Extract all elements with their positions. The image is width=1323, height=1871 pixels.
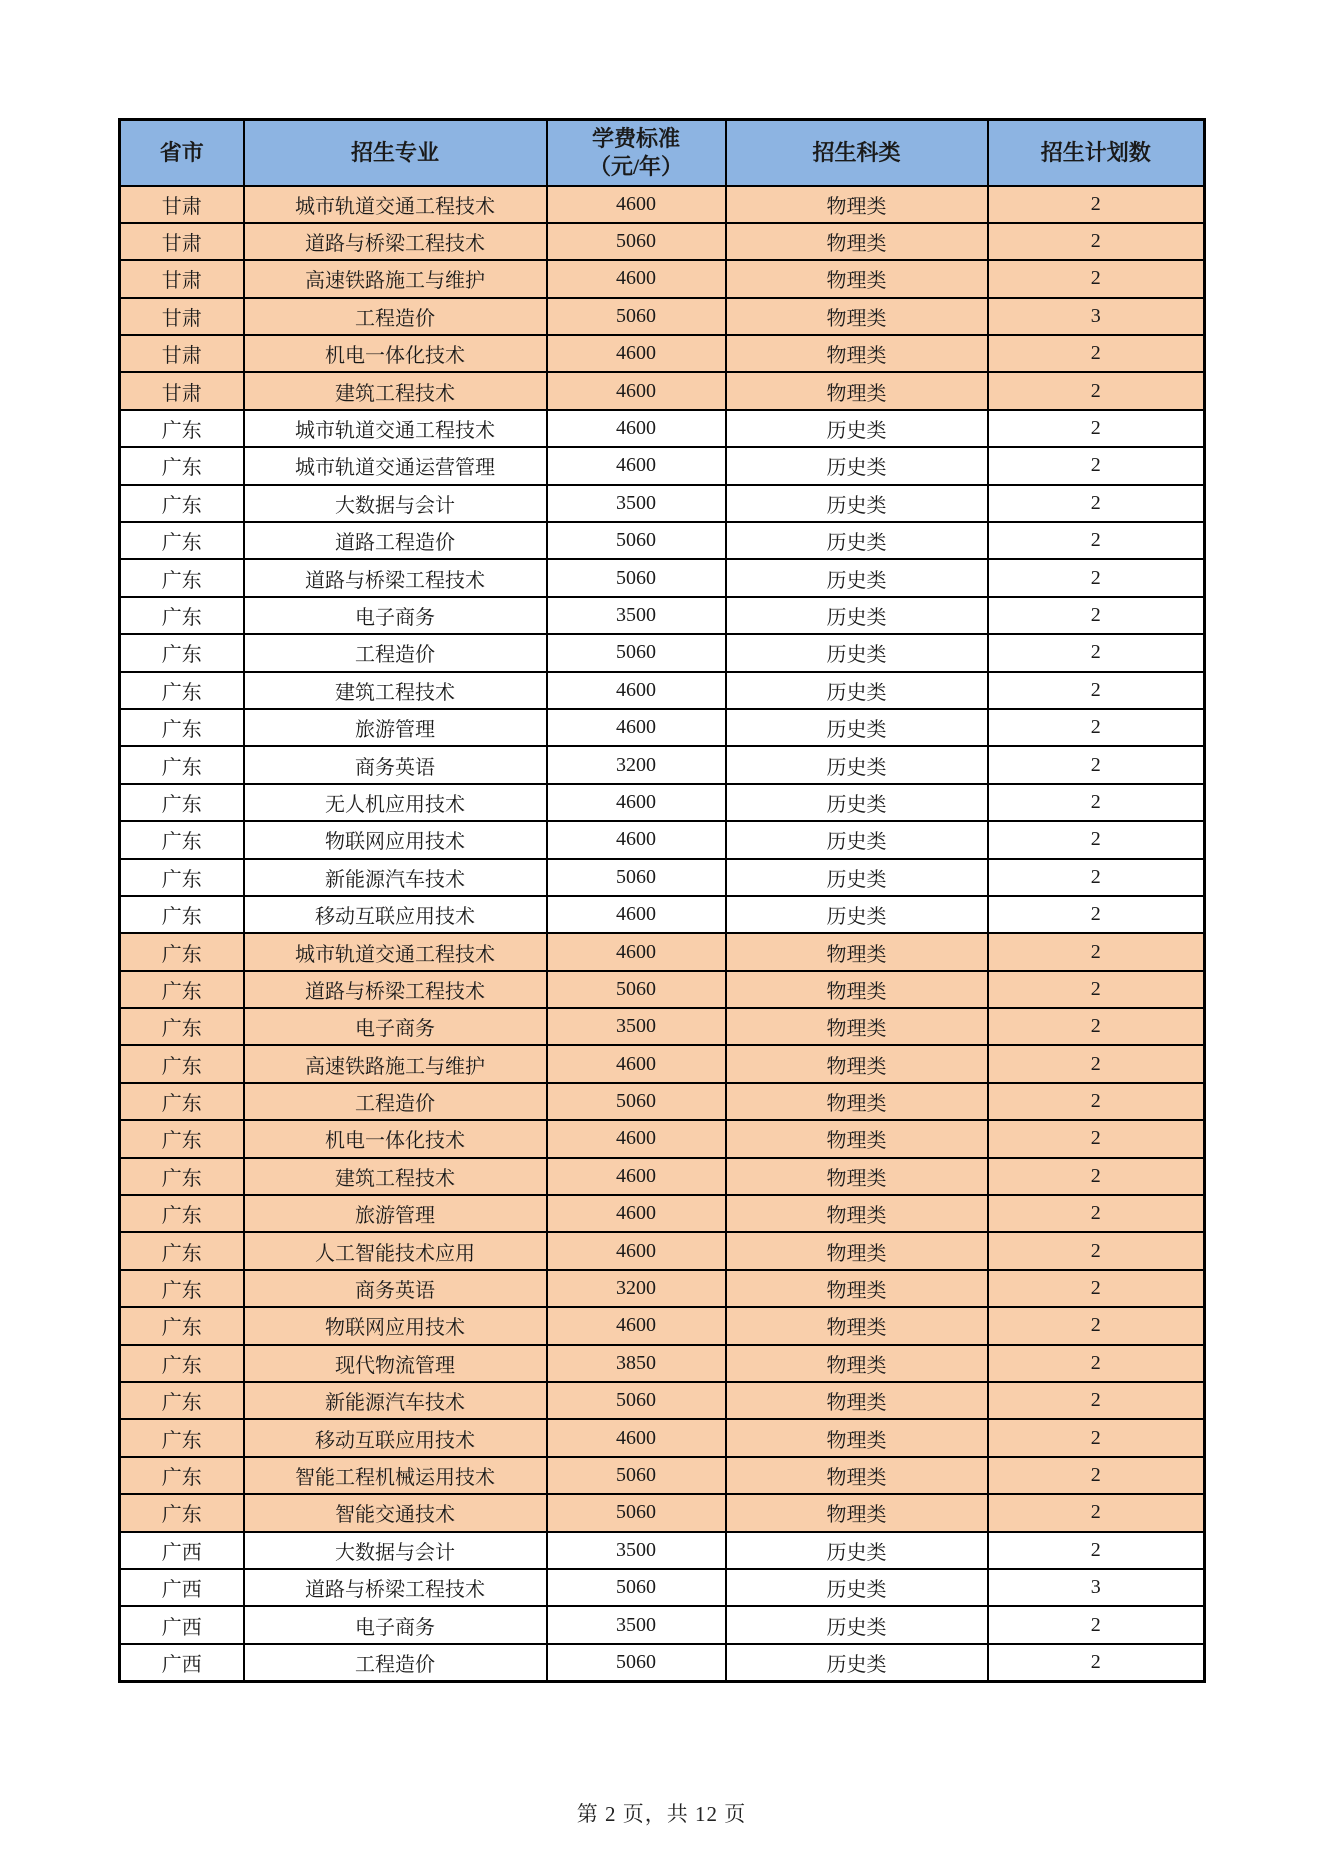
cell-tuition: 5060 [547,859,726,896]
cell-tuition: 3500 [547,485,726,522]
cell-major: 电子商务 [244,1606,547,1643]
cell-tuition: 4600 [547,1120,726,1157]
cell-province: 广东 [120,1120,244,1157]
table-row [120,971,1205,1008]
cell-tuition: 3500 [547,1606,726,1643]
cell-province: 广东 [120,1419,244,1456]
col-header-tuition [547,120,726,186]
cell-province: 广东 [120,1494,244,1531]
cell-province: 广东 [120,1008,244,1045]
col-header-province: 省市 [120,120,244,186]
cell-major: 大数据与会计 [244,1532,547,1569]
cell-tuition: 3500 [547,597,726,634]
cell-province: 广东 [120,821,244,858]
cell-plan: 2 [988,260,1205,297]
table-header-row [120,120,1205,186]
table-row [120,522,1205,559]
table-row [120,260,1205,297]
cell-province: 广东 [120,1045,244,1082]
cell-plan: 2 [988,1457,1205,1494]
cell-province: 甘肃 [120,186,244,223]
cell-category: 历史类 [726,1569,988,1606]
cell-plan: 2 [988,1307,1205,1344]
cell-province: 广东 [120,746,244,783]
cell-province: 广东 [120,971,244,1008]
cell-tuition: 3200 [547,1270,726,1307]
cell-plan: 2 [988,821,1205,858]
cell-tuition: 5060 [547,1083,726,1120]
cell-province: 广东 [120,1195,244,1232]
cell-category: 物理类 [726,1270,988,1307]
cell-tuition: 4600 [547,709,726,746]
cell-major: 城市轨道交通工程技术 [244,186,547,223]
table-row [120,559,1205,596]
cell-major: 道路与桥梁工程技术 [244,559,547,596]
cell-category: 物理类 [726,1494,988,1531]
table-row [120,1232,1205,1269]
cell-major: 城市轨道交通工程技术 [244,410,547,447]
cell-category: 物理类 [726,260,988,297]
table-row [120,1569,1205,1606]
cell-plan: 2 [988,1532,1205,1569]
cell-tuition: 4600 [547,372,726,409]
cell-major: 新能源汽车技术 [244,859,547,896]
cell-tuition: 4600 [547,447,726,484]
col-header-tuition-line2: （元/年） [588,153,684,179]
table-row [120,1345,1205,1382]
cell-plan: 2 [988,1008,1205,1045]
cell-tuition: 5060 [547,1494,726,1531]
cell-plan: 3 [988,298,1205,335]
cell-province: 广西 [120,1644,244,1681]
cell-province: 广东 [120,1382,244,1419]
cell-tuition: 4600 [547,1232,726,1269]
cell-plan: 2 [988,1232,1205,1269]
cell-major: 新能源汽车技术 [244,1382,547,1419]
cell-tuition: 3850 [547,1345,726,1382]
cell-category: 历史类 [726,784,988,821]
cell-tuition: 4600 [547,933,726,970]
cell-category: 历史类 [726,1606,988,1643]
cell-plan: 2 [988,859,1205,896]
table-row [120,1083,1205,1120]
cell-category: 物理类 [726,1120,988,1157]
table-row [120,1382,1205,1419]
cell-tuition: 3200 [547,746,726,783]
cell-tuition: 4600 [547,335,726,372]
table-row [120,298,1205,335]
cell-tuition: 3500 [547,1008,726,1045]
cell-province: 广东 [120,634,244,671]
cell-category: 历史类 [726,559,988,596]
cell-major: 道路与桥梁工程技术 [244,971,547,1008]
cell-province: 甘肃 [120,372,244,409]
cell-major: 建筑工程技术 [244,372,547,409]
cell-province: 广东 [120,784,244,821]
cell-province: 广东 [120,559,244,596]
cell-major: 城市轨道交通工程技术 [244,933,547,970]
cell-plan: 2 [988,1045,1205,1082]
cell-tuition: 4600 [547,672,726,709]
cell-category: 历史类 [726,746,988,783]
cell-category: 历史类 [726,896,988,933]
cell-category: 历史类 [726,485,988,522]
cell-category: 物理类 [726,1008,988,1045]
table-row [120,933,1205,970]
cell-category: 物理类 [726,1195,988,1232]
cell-province: 广东 [120,1457,244,1494]
cell-major: 城市轨道交通运营管理 [244,447,547,484]
cell-tuition: 4600 [547,821,726,858]
cell-province: 广东 [120,1345,244,1382]
table-row [120,821,1205,858]
table-row [120,485,1205,522]
cell-plan: 2 [988,896,1205,933]
cell-major: 商务英语 [244,1270,547,1307]
cell-category: 物理类 [726,933,988,970]
cell-province: 广东 [120,933,244,970]
table-row [120,1307,1205,1344]
col-header-major: 招生专业 [244,120,547,186]
cell-major: 道路工程造价 [244,522,547,559]
cell-tuition: 4600 [547,1158,726,1195]
cell-tuition: 4600 [547,1195,726,1232]
table-row [120,1045,1205,1082]
cell-category: 物理类 [726,372,988,409]
table-header [120,120,1205,186]
cell-province: 广东 [120,672,244,709]
cell-major: 机电一体化技术 [244,335,547,372]
cell-tuition: 4600 [547,186,726,223]
cell-category: 物理类 [726,1345,988,1382]
cell-plan: 2 [988,485,1205,522]
cell-plan: 2 [988,223,1205,260]
cell-plan: 2 [988,410,1205,447]
table-row [120,1606,1205,1643]
cell-province: 广西 [120,1569,244,1606]
cell-province: 广东 [120,709,244,746]
col-header-tuition-line1: 学费标准 [591,126,680,152]
cell-category: 历史类 [726,709,988,746]
cell-category: 历史类 [726,410,988,447]
cell-major: 电子商务 [244,1008,547,1045]
cell-tuition: 4600 [547,410,726,447]
cell-province: 甘肃 [120,298,244,335]
cell-plan: 2 [988,335,1205,372]
cell-category: 物理类 [726,1307,988,1344]
cell-province: 广东 [120,485,244,522]
cell-major: 高速铁路施工与维护 [244,260,547,297]
cell-plan: 2 [988,1644,1205,1681]
cell-tuition: 5060 [547,1382,726,1419]
cell-major: 道路与桥梁工程技术 [244,223,547,260]
enrollment-plan-table [118,118,1206,1683]
cell-plan: 3 [988,1569,1205,1606]
table-row [120,859,1205,896]
cell-province: 广东 [120,1158,244,1195]
cell-plan: 2 [988,1120,1205,1157]
cell-plan: 2 [988,1270,1205,1307]
cell-category: 物理类 [726,335,988,372]
cell-category: 历史类 [726,821,988,858]
table-row [120,634,1205,671]
table-row [120,1195,1205,1232]
cell-plan: 2 [988,559,1205,596]
cell-tuition: 4600 [547,1419,726,1456]
table-row [120,1008,1205,1045]
cell-category: 物理类 [726,1419,988,1456]
cell-tuition: 5060 [547,634,726,671]
cell-province: 广东 [120,410,244,447]
cell-province: 广东 [120,447,244,484]
page-number-footer: 第 2 页，共 12 页 [576,1802,747,1826]
table-row [120,335,1205,372]
table-row [120,223,1205,260]
cell-plan: 2 [988,933,1205,970]
cell-tuition: 4600 [547,1307,726,1344]
cell-category: 物理类 [726,1232,988,1269]
table-row [120,672,1205,709]
cell-plan: 2 [988,1419,1205,1456]
cell-major: 道路与桥梁工程技术 [244,1569,547,1606]
cell-tuition: 5060 [547,223,726,260]
table-row [120,1419,1205,1456]
cell-tuition: 5060 [547,559,726,596]
cell-category: 物理类 [726,971,988,1008]
cell-province: 广东 [120,1307,244,1344]
table-row [120,709,1205,746]
cell-category: 物理类 [726,298,988,335]
cell-category: 历史类 [726,634,988,671]
cell-province: 广东 [120,1083,244,1120]
cell-category: 历史类 [726,522,988,559]
cell-plan: 2 [988,709,1205,746]
cell-category: 物理类 [726,1045,988,1082]
cell-major: 智能工程机械运用技术 [244,1457,547,1494]
cell-tuition: 5060 [547,1644,726,1681]
cell-plan: 2 [988,1195,1205,1232]
cell-plan: 2 [988,597,1205,634]
cell-plan: 2 [988,1345,1205,1382]
cell-plan: 2 [988,971,1205,1008]
cell-plan: 2 [988,1494,1205,1531]
cell-tuition: 5060 [547,298,726,335]
cell-plan: 2 [988,1158,1205,1195]
cell-province: 甘肃 [120,260,244,297]
cell-plan: 2 [988,1083,1205,1120]
col-header-plan: 招生计划数 [988,120,1205,186]
cell-province: 广东 [120,1232,244,1269]
cell-major: 旅游管理 [244,709,547,746]
cell-plan: 2 [988,186,1205,223]
cell-major: 商务英语 [244,746,547,783]
cell-major: 工程造价 [244,1644,547,1681]
table-row [120,410,1205,447]
table-row [120,1158,1205,1195]
cell-major: 移动互联应用技术 [244,1419,547,1456]
cell-tuition: 5060 [547,522,726,559]
cell-plan: 2 [988,746,1205,783]
table-row [120,896,1205,933]
cell-plan: 2 [988,522,1205,559]
cell-category: 历史类 [726,859,988,896]
cell-tuition: 4600 [547,1045,726,1082]
cell-category: 历史类 [726,1644,988,1681]
cell-province: 甘肃 [120,223,244,260]
cell-major: 智能交通技术 [244,1494,547,1531]
cell-province: 广西 [120,1606,244,1643]
cell-major: 工程造价 [244,634,547,671]
cell-tuition: 4600 [547,784,726,821]
cell-plan: 2 [988,784,1205,821]
cell-major: 工程造价 [244,298,547,335]
cell-plan: 2 [988,447,1205,484]
table-row [120,447,1205,484]
table-row [120,1120,1205,1157]
cell-category: 物理类 [726,1158,988,1195]
table-row [120,597,1205,634]
cell-category: 历史类 [726,597,988,634]
cell-major: 大数据与会计 [244,485,547,522]
cell-category: 物理类 [726,223,988,260]
cell-major: 人工智能技术应用 [244,1232,547,1269]
cell-province: 广东 [120,896,244,933]
cell-province: 广东 [120,597,244,634]
cell-category: 物理类 [726,1382,988,1419]
cell-tuition: 4600 [547,896,726,933]
cell-category: 物理类 [726,1083,988,1120]
cell-tuition: 5060 [547,1569,726,1606]
cell-major: 无人机应用技术 [244,784,547,821]
cell-plan: 2 [988,372,1205,409]
table-body [120,186,1205,1682]
table-row [120,1457,1205,1494]
cell-plan: 2 [988,1606,1205,1643]
cell-major: 旅游管理 [244,1195,547,1232]
cell-category: 历史类 [726,1532,988,1569]
cell-major: 电子商务 [244,597,547,634]
table-row [120,1270,1205,1307]
cell-tuition: 4600 [547,260,726,297]
cell-plan: 2 [988,672,1205,709]
cell-major: 机电一体化技术 [244,1120,547,1157]
table-row [120,186,1205,223]
col-header-category: 招生科类 [726,120,988,186]
cell-major: 高速铁路施工与维护 [244,1045,547,1082]
cell-major: 建筑工程技术 [244,1158,547,1195]
cell-category: 历史类 [726,672,988,709]
cell-province: 甘肃 [120,335,244,372]
table-row [120,746,1205,783]
table-row [120,1644,1205,1681]
cell-province: 广东 [120,859,244,896]
cell-tuition: 5060 [547,971,726,1008]
cell-province: 广西 [120,1532,244,1569]
cell-province: 广东 [120,522,244,559]
cell-tuition: 3500 [547,1532,726,1569]
cell-category: 物理类 [726,1457,988,1494]
cell-tuition: 5060 [547,1457,726,1494]
cell-major: 移动互联应用技术 [244,896,547,933]
cell-plan: 2 [988,634,1205,671]
cell-major: 工程造价 [244,1083,547,1120]
cell-major: 物联网应用技术 [244,1307,547,1344]
cell-category: 历史类 [726,447,988,484]
cell-major: 建筑工程技术 [244,672,547,709]
cell-province: 广东 [120,1270,244,1307]
cell-major: 物联网应用技术 [244,821,547,858]
table-row [120,1494,1205,1531]
cell-category: 物理类 [726,186,988,223]
table-row [120,784,1205,821]
table-row [120,372,1205,409]
table-row [120,1532,1205,1569]
cell-plan: 2 [988,1382,1205,1419]
cell-major: 现代物流管理 [244,1345,547,1382]
